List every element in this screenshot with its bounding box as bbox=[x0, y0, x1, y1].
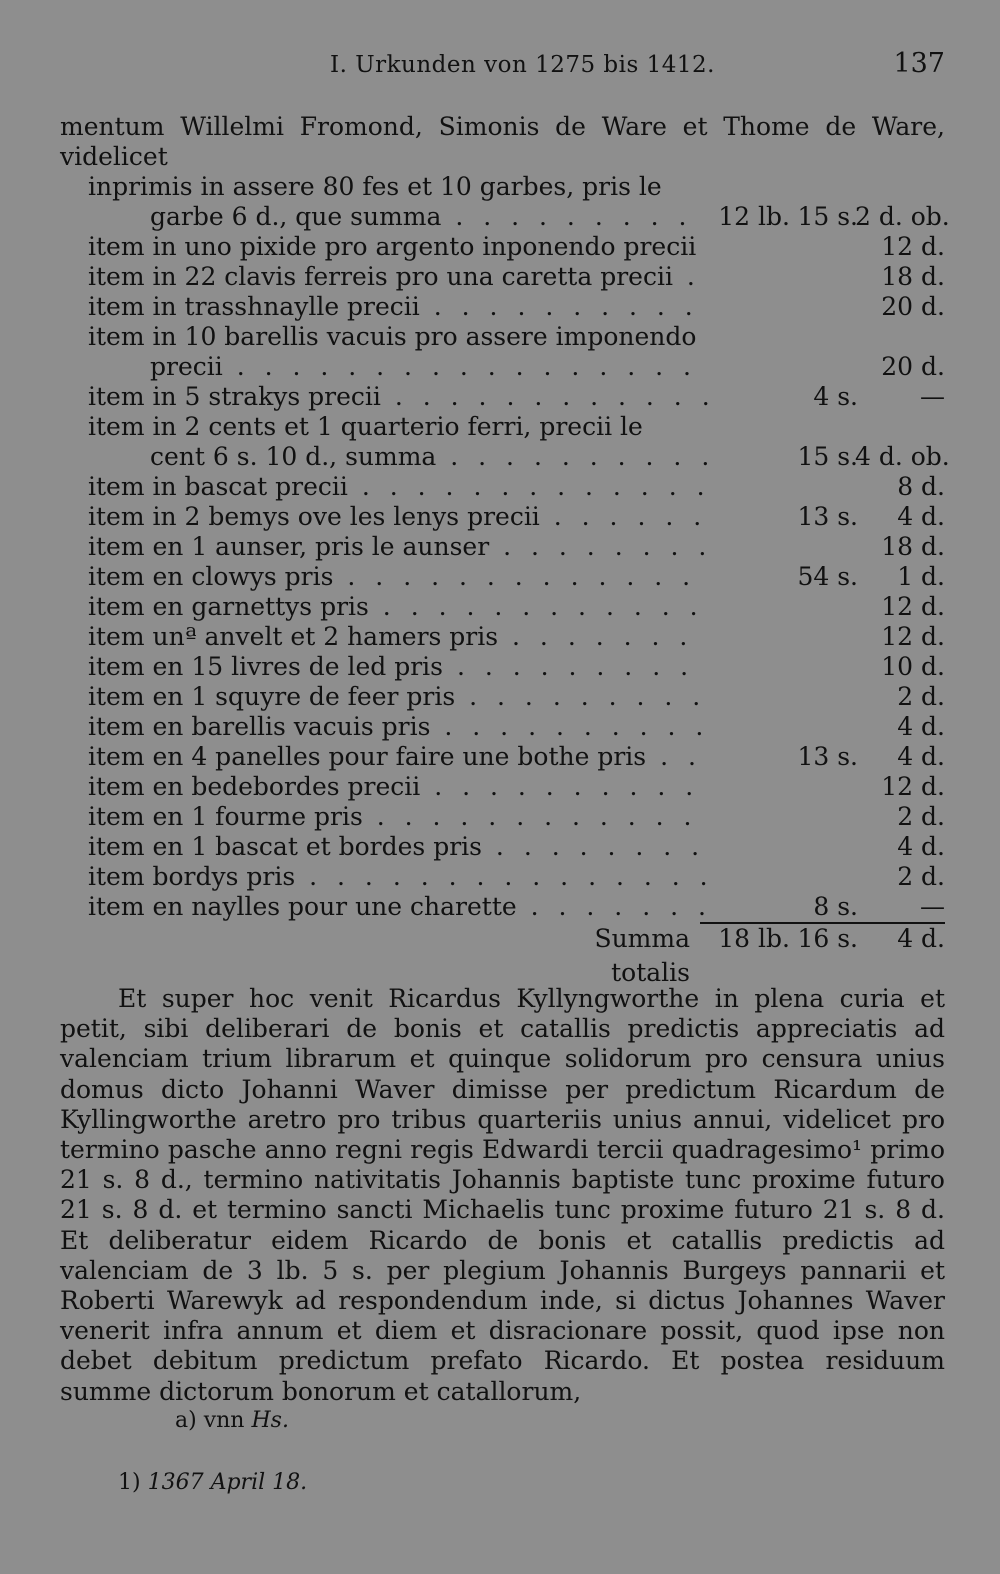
footnote-a bbox=[175, 1408, 289, 1433]
footnote-a-mark: a) vnn bbox=[175, 1408, 245, 1433]
item-description bbox=[88, 592, 708, 622]
item-text: item en clowys pris bbox=[88, 562, 334, 591]
item-description bbox=[88, 412, 708, 472]
list-item bbox=[60, 172, 950, 232]
amount-pence: 20 d. bbox=[881, 352, 945, 381]
list-item bbox=[60, 322, 945, 382]
total-shillings: 16 s. bbox=[797, 924, 858, 953]
list-item bbox=[60, 532, 945, 562]
amount-pence: 20 d. bbox=[881, 292, 945, 321]
amount-shillings: 4 s. bbox=[813, 382, 858, 411]
item-continuation: garbe 6 d., que summa . . . bbox=[88, 202, 708, 232]
item-text: item en 1 bascat et bordes pris bbox=[88, 832, 482, 861]
item-text: item in uno pixide pro argento inponendo precii bbox=[88, 232, 697, 261]
item-description bbox=[88, 262, 708, 292]
amount-pence: 18 d. bbox=[881, 532, 945, 561]
item-text: item en garnettys pris bbox=[88, 592, 369, 621]
item-text: item in 22 clavis ferreis pro una caretta precii bbox=[88, 262, 673, 291]
item-text: item en 1 squyre de feer pris bbox=[88, 682, 456, 711]
amount-pence: 2 d. ob. bbox=[855, 202, 950, 231]
page-number: 137 bbox=[893, 48, 945, 79]
item-description bbox=[88, 382, 708, 412]
list-item bbox=[60, 232, 945, 262]
list-item bbox=[60, 412, 950, 472]
item-text: item en bedebordes precii bbox=[88, 772, 421, 801]
item-description bbox=[88, 742, 708, 772]
amount-pence: 4 d. bbox=[897, 712, 945, 741]
list-item bbox=[60, 502, 945, 532]
list-item bbox=[60, 262, 945, 292]
amount-pence: 2 d. bbox=[897, 682, 945, 711]
item-text: item en naylles pour une charette bbox=[88, 892, 517, 921]
amount-shillings: 8 s. bbox=[813, 892, 858, 921]
list-item bbox=[60, 712, 945, 742]
list-item bbox=[60, 682, 945, 712]
item-description bbox=[88, 862, 708, 892]
amount-shillings: 13 s. bbox=[797, 742, 858, 771]
amount-pence: — bbox=[920, 382, 945, 411]
footnote-a-text: Hs. bbox=[251, 1408, 289, 1433]
list-item bbox=[60, 652, 945, 682]
item-description bbox=[88, 832, 708, 862]
item-description bbox=[88, 232, 708, 262]
total-pence: 4 d. bbox=[897, 924, 945, 953]
amount-pence: 12 d. bbox=[881, 772, 945, 801]
amount-pence: 10 d. bbox=[881, 652, 945, 681]
footnote-1-mark: 1) bbox=[118, 1470, 141, 1495]
list-item bbox=[60, 382, 945, 412]
item-description bbox=[88, 172, 708, 232]
amount-pence: 4 d. bbox=[897, 742, 945, 771]
page-header bbox=[60, 48, 945, 84]
item-description bbox=[88, 322, 708, 382]
item-description bbox=[88, 892, 708, 922]
item-continuation: precii . . . bbox=[88, 352, 708, 382]
total-row bbox=[60, 922, 945, 987]
amount-shillings: 15 s. bbox=[797, 442, 858, 471]
amount-pence: 12 d. bbox=[881, 592, 945, 621]
list-item bbox=[60, 592, 945, 622]
item-text: item en 15 livres de led pris bbox=[88, 652, 443, 681]
list-item bbox=[60, 772, 945, 802]
item-text: item in trasshnaylle precii bbox=[88, 292, 420, 321]
item-description bbox=[88, 712, 708, 742]
inventory-list bbox=[60, 172, 950, 987]
amount-shillings: 15 s. bbox=[797, 202, 858, 231]
item-description bbox=[88, 532, 708, 562]
running-title: I. Urkunden von 1275 bis 1412. bbox=[330, 52, 715, 78]
amount-pence: 8 d. bbox=[897, 472, 945, 501]
amount-pence: 12 d. bbox=[881, 232, 945, 261]
total-label: Summa totalis bbox=[594, 924, 690, 987]
list-item bbox=[60, 292, 945, 322]
item-description bbox=[88, 472, 708, 502]
amount-pence: 18 d. bbox=[881, 262, 945, 291]
amount-pence: — bbox=[920, 892, 945, 921]
footnote-1 bbox=[118, 1470, 307, 1495]
item-text: item en barellis vacuis pris bbox=[88, 712, 431, 741]
item-text: item en 1 aunser, pris le aunser bbox=[88, 532, 490, 561]
item-text: item en 4 panelles pour faire une bothe pris bbox=[88, 742, 647, 771]
amount-pence: 4 d. ob. bbox=[855, 442, 950, 471]
footnote-1-text: 1367 April 18. bbox=[147, 1470, 308, 1495]
amount-pence: 1 d. bbox=[897, 562, 945, 591]
amount-shillings: 54 s. bbox=[797, 562, 858, 591]
item-text: item in 2 bemys ove les lenys precii bbox=[88, 502, 540, 531]
item-text: inprimis in assere 80 fes et 10 garbes, pris le bbox=[88, 172, 662, 201]
list-item bbox=[60, 802, 945, 832]
list-item bbox=[60, 892, 945, 922]
amount-pence: 12 d. bbox=[881, 622, 945, 651]
list-item bbox=[60, 832, 945, 862]
item-text: item unª anvelt et 2 hamers pris bbox=[88, 622, 499, 651]
list-item bbox=[60, 622, 945, 652]
intro-text: mentum Willelmi Fromond, Simonis de Ware et Thome de Ware, videlicet bbox=[60, 112, 945, 171]
item-text: item in 2 cents et 1 quarterio ferri, precii le bbox=[88, 412, 643, 441]
list-item bbox=[60, 862, 945, 892]
item-description bbox=[88, 682, 708, 712]
item-description bbox=[88, 292, 708, 322]
list-item bbox=[60, 472, 945, 502]
amount-pence: 2 d. bbox=[897, 802, 945, 831]
item-continuation: cent 6 s. 10 d., summa . . . bbox=[88, 442, 708, 472]
item-text: item en 1 fourme pris bbox=[88, 802, 363, 831]
list-item bbox=[60, 562, 945, 592]
item-description bbox=[88, 802, 708, 832]
item-description bbox=[88, 772, 708, 802]
body-paragraph: Et super hoc venit Ricardus Kyllyngworthe in plena curia et petit, sibi deliberari de bonis et catallis predictis appreciatis ad valenciam trium librarum et quinque solidorum pro censura unius domus dicto Johanni Waver dimisse per predictum Ricardum de Kyllingworthe aretro pro tribus quarteriis unius annui, videlicet pro termino pasche anno regni regis Edwardi tercii quadragesimo¹ primo 21 s. 8 d., termino nativitatis Johannis baptiste tunc proxime futuro 21 s. 8 d. et termino sancti Michaelis tunc proxime futuro 21 s. 8 d. Et deliberatur eidem Ricardo de bonis et catallis predictis ad valenciam de 3 lb. 5 s. per plegium Johannis Burgeys pannarii et Roberti Warewyk ad respondendum inde, si dictus Johannes Waver venerit infra annum et diem et disracionare possit, quod ipse non debet debitum predictum prefato Ricardo. Et postea residuum summe dictorum bonorum et catallorum, bbox=[60, 984, 945, 1406]
item-description bbox=[88, 562, 708, 592]
amount-pence: 4 d. bbox=[897, 832, 945, 861]
item-text: item in 10 barellis vacuis pro assere imponendo bbox=[88, 322, 697, 351]
total-pounds: 18 lb. bbox=[718, 924, 790, 953]
amount-pence: 4 d. bbox=[897, 502, 945, 531]
amount-pounds: 12 lb. bbox=[718, 202, 790, 231]
item-description bbox=[88, 622, 708, 652]
item-description bbox=[88, 652, 708, 682]
item-text: item in 5 strakys precii bbox=[88, 382, 381, 411]
amount-shillings: 13 s. bbox=[797, 502, 858, 531]
item-text: item bordys pris bbox=[88, 862, 296, 891]
list-item bbox=[60, 742, 945, 772]
amount-pence: 2 d. bbox=[897, 862, 945, 891]
item-description bbox=[88, 502, 708, 532]
item-text: item in bascat precii bbox=[88, 472, 348, 501]
